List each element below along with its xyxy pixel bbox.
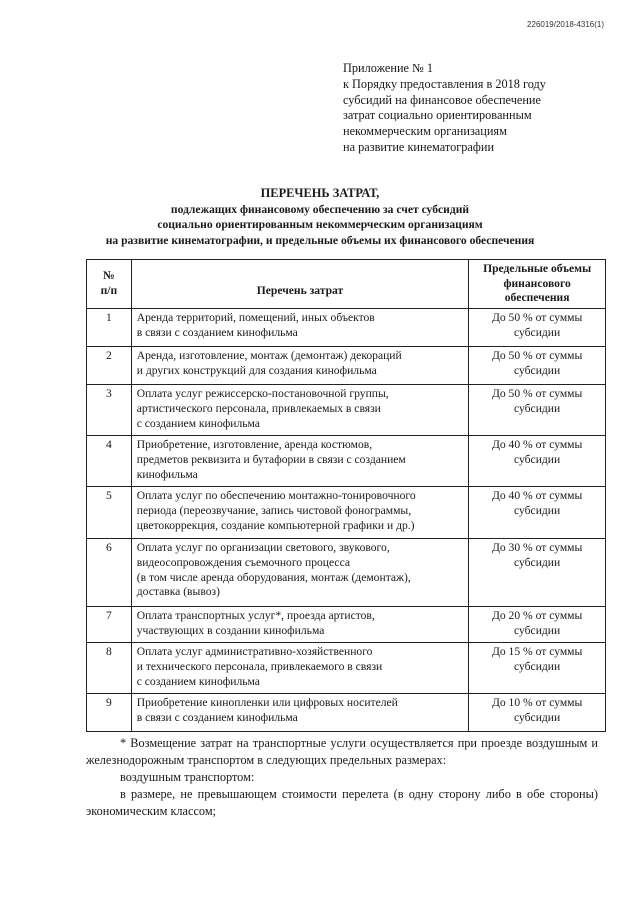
cost-name-line: доставка (вывоз)	[136, 585, 220, 599]
row-number: 5	[87, 487, 132, 539]
row-limit	[469, 539, 606, 607]
header-limit-line: обеспечения	[504, 291, 570, 305]
row-limit	[469, 487, 606, 539]
footnote-paragraph: воздушным транспортом:	[120, 770, 255, 784]
header-limit	[469, 260, 606, 309]
table-row	[87, 487, 606, 539]
cost-name-line: в связи с созданием кинофильма	[136, 325, 298, 339]
cost-name-line: кинофильма	[136, 467, 198, 481]
cost-name-line: Оплата услуг по организации светового, звукового,	[136, 541, 390, 554]
limit-line: До 40 % от суммы	[491, 489, 583, 502]
row-number: 8	[87, 643, 132, 694]
cost-name-line: видеосопровождения съемочного процесса	[136, 555, 351, 569]
cost-name-line: и технического персонала, привлекаемого в связи	[136, 659, 383, 673]
cost-name-line: Оплата услуг административно-хозяйственного	[136, 645, 373, 658]
document-subtitle-line: социально ориентированным некоммерческим организациям	[157, 218, 483, 231]
row-number: 2	[87, 347, 132, 385]
cost-name-line: участвующих в создании кинофильма	[136, 623, 325, 637]
row-limit	[469, 309, 606, 347]
limit-line: До 50 % от суммы	[491, 349, 583, 362]
limit-line: субсидии	[514, 555, 561, 569]
row-number: 3	[87, 385, 132, 436]
limit-line: субсидии	[514, 623, 561, 637]
table-row	[87, 694, 606, 732]
cost-name-line: в связи с созданием кинофильма	[136, 710, 298, 724]
limit-line: субсидии	[514, 452, 561, 466]
appendix-line: к Порядку предоставления в 2018 году	[343, 76, 546, 91]
cost-name-line: Оплата услуг по обеспечению монтажно-тонировочного	[136, 489, 416, 502]
cost-name-line: (в том числе аренда оборудования, монтаж (демонтаж),	[136, 570, 411, 584]
row-limit	[469, 436, 606, 487]
row-cost-name	[131, 309, 469, 347]
limit-line: До 15 % от суммы	[491, 645, 583, 658]
limit-line: субсидии	[514, 659, 561, 673]
row-cost-name	[131, 643, 469, 694]
limit-line: субсидии	[514, 363, 561, 377]
limit-line: До 50 % от суммы	[491, 311, 583, 324]
cost-name-line: Оплата услуг режиссерско-постановочной группы,	[136, 387, 389, 400]
limit-line: субсидии	[514, 710, 561, 724]
table-header-row	[87, 260, 606, 309]
appendix-header	[343, 61, 546, 156]
row-cost-name	[131, 539, 469, 607]
cost-name-line: Аренда территорий, помещений, иных объектов	[136, 311, 375, 324]
cost-name-line: с созданием кинофильма	[136, 416, 260, 430]
footnote-paragraph: в размере, не превышающем стоимости перелета (в одну сторону либо в обе стороны) экономическим классом;	[86, 787, 598, 818]
cost-name-line: с созданием кинофильма	[136, 674, 260, 688]
cost-name-line: цветокоррекция, создание компьютерной графики и др.)	[136, 518, 415, 532]
footnote-paragraph: * Возмещение затрат на транспортные услуги осуществляется при проезде воздушным и железнодорожным транспортом в следующих предельных размерах:	[86, 736, 598, 767]
table-row	[87, 347, 606, 385]
header-num-line: п/п	[100, 284, 118, 297]
cost-name-line: Аренда, изготовление, монтаж (демонтаж) декораций	[136, 349, 402, 362]
table-row	[87, 643, 606, 694]
row-number: 1	[87, 309, 132, 347]
cost-name-line: периода (переозвучание, запись чистовой фонограммы,	[136, 503, 412, 517]
cost-name-line: Оплата транспортных услуг*, проезда артистов,	[136, 609, 375, 622]
row-cost-name	[131, 607, 469, 643]
limit-line: субсидии	[514, 401, 561, 415]
transport-footnote	[86, 735, 598, 820]
appendix-line: затрат социально ориентированным	[343, 108, 532, 123]
document-subtitle-line: подлежащих финансовому обеспечению за счет субсидий	[170, 202, 470, 216]
limit-line: До 40 % от суммы	[491, 438, 583, 451]
row-cost-name	[131, 436, 469, 487]
limit-line: субсидии	[514, 503, 561, 517]
row-number: 4	[87, 436, 132, 487]
row-number: 6	[87, 539, 132, 607]
appendix-line: на развитие кинематографии	[343, 139, 495, 154]
row-limit	[469, 694, 606, 732]
header-limit-line: Предельные объемы	[483, 261, 592, 275]
cost-name-line: Приобретение кинопленки или цифровых носителей	[136, 696, 398, 709]
row-cost-name	[131, 487, 469, 539]
row-limit	[469, 607, 606, 643]
table-row	[87, 309, 606, 347]
appendix-line: некоммерческим организациям	[343, 124, 507, 139]
limit-line: До 50 % от суммы	[491, 387, 583, 400]
cost-name-line: артистического персонала, привлекаемых в связи	[136, 401, 381, 415]
document-title-main: ПЕРЕЧЕНЬ ЗАТРАТ,	[260, 186, 380, 200]
header-name: Перечень затрат	[131, 260, 469, 309]
table-row	[87, 436, 606, 487]
row-cost-name	[131, 347, 469, 385]
limit-line: До 20 % от суммы	[491, 609, 583, 622]
document-title	[60, 186, 580, 248]
limit-line: субсидии	[514, 325, 561, 339]
row-number: 7	[87, 607, 132, 643]
appendix-line: субсидий на финансовое обеспечение	[343, 92, 541, 107]
table-row	[87, 539, 606, 607]
row-limit	[469, 643, 606, 694]
header-num-line: №	[103, 269, 115, 283]
table-row	[87, 607, 606, 643]
header-limit-line: финансового	[503, 276, 571, 290]
costs-table	[86, 259, 606, 732]
appendix-line: Приложение № 1	[343, 61, 434, 75]
document-registration-number: 226019/2018-4316(1)	[527, 20, 604, 29]
row-limit	[469, 347, 606, 385]
row-cost-name	[131, 385, 469, 436]
header-num	[87, 260, 132, 309]
table-row	[87, 385, 606, 436]
row-number: 9	[87, 694, 132, 732]
row-limit	[469, 385, 606, 436]
limit-line: До 10 % от суммы	[491, 696, 583, 709]
row-cost-name	[131, 694, 469, 732]
cost-name-line: Приобретение, изготовление, аренда костюмов,	[136, 438, 373, 451]
document-subtitle-line: на развитие кинематографии, и предельные объемы их финансового обеспечения	[105, 233, 535, 247]
limit-line: До 30 % от суммы	[491, 541, 583, 554]
cost-name-line: и других конструкций для создания кинофильма	[136, 363, 377, 377]
cost-name-line: предметов реквизита и бутафории в связи с созданием	[136, 452, 406, 466]
